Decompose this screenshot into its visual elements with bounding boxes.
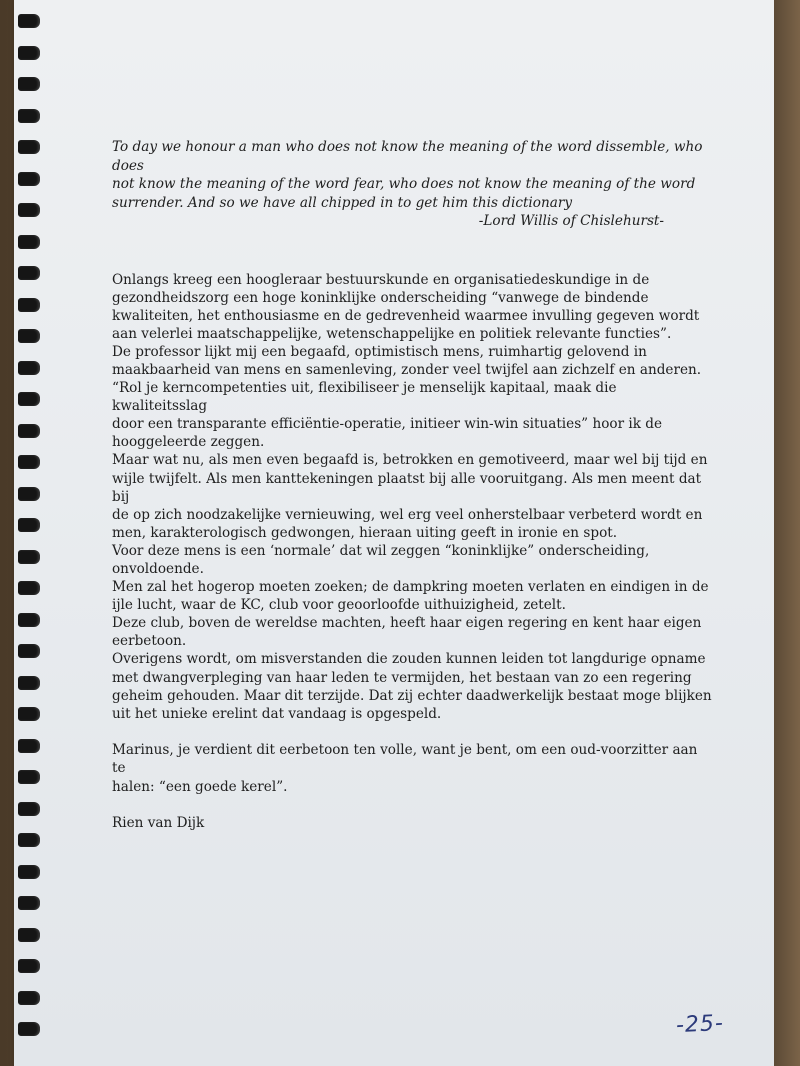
body-line: Maar wat nu, als men even begaafd is, betrokken en gemotiveerd, maar wel bij tijd en — [112, 452, 708, 469]
binding-ring — [18, 203, 40, 217]
closing-line: Marinus, je verdient dit eerbetoon ten volle, want je bent, om een oud-voorzitter aan te — [112, 741, 698, 777]
body-text — [112, 271, 712, 723]
binding-ring — [18, 581, 40, 595]
binding-ring — [18, 14, 40, 28]
binding-ring — [18, 140, 40, 154]
body-line: “Rol je kerncompetenties uit, flexibiliseer je menselijk kapitaal, maak die kwaliteitsslag — [112, 380, 617, 415]
body-line: uit het unieke erelint dat vandaag is opgespeld. — [112, 705, 442, 722]
binding-ring — [18, 739, 40, 753]
spiral-binding — [14, 0, 44, 1066]
binding-ring — [18, 707, 40, 721]
binding-ring — [18, 266, 40, 280]
binding-ring — [18, 865, 40, 879]
binding-ring — [18, 802, 40, 816]
binding-ring — [18, 361, 40, 375]
body-line: De professor lijkt mij een begaafd, optimistisch mens, ruimhartig gelovend in — [112, 343, 647, 360]
body-line: kwaliteiten, het enthousiasme en de gedrevenheid waarmee invulling gegeven wordt — [112, 307, 700, 324]
binding-ring — [18, 676, 40, 690]
binding-ring — [18, 770, 40, 784]
body-line: eerbetoon. — [112, 633, 187, 650]
body-line: geheim gehouden. Maar dit terzijde. Dat zij echter daadwerkelijk bestaat moge blijken — [112, 687, 712, 704]
quote-line: surrender. And so we have all chipped in to get him this dictionary — [112, 194, 573, 211]
epigraph-quote — [112, 138, 712, 212]
document-page — [14, 0, 774, 1066]
binding-ring — [18, 550, 40, 564]
binding-ring — [18, 329, 40, 343]
table-edge — [774, 0, 800, 1066]
binding-ring — [18, 613, 40, 627]
quote-line: To day we honour a man who does not know the meaning of the word dissemble, who does — [112, 139, 703, 174]
quote-line: not know the meaning of the word fear, who does not know the meaning of the word — [112, 176, 696, 192]
page-content — [112, 138, 712, 833]
body-line: maakbaarheid van mens en samenleving, zonder veel twijfel aan zichzelf en anderen. — [112, 361, 702, 378]
handwritten-page-number: -25- — [675, 1010, 725, 1039]
body-line: Overigens wordt, om misverstanden die zouden kunnen leiden tot langdurige opname — [112, 651, 706, 668]
body-line: aan velerlei maatschappelijke, wetenschappelijke en politiek relevante functies”. — [112, 325, 672, 342]
binding-ring — [18, 298, 40, 312]
body-line: Voor deze mens is een ‘normale’ dat wil zeggen “koninklijke” onderscheiding, — [112, 542, 650, 559]
binding-ring — [18, 46, 40, 60]
binding-ring — [18, 487, 40, 501]
binding-ring — [18, 991, 40, 1005]
binding-ring — [18, 896, 40, 910]
binding-ring — [18, 77, 40, 91]
body-line: wijle twijfelt. Als men kanttekeningen plaatst bij alle vooruitgang. Als men meent dat bij — [112, 470, 702, 505]
binding-ring — [18, 959, 40, 973]
signature-name: Rien van Dijk — [112, 815, 205, 832]
binding-ring — [18, 109, 40, 123]
binding-ring — [18, 644, 40, 658]
body-line: door een transparante efficiëntie-operatie, initieer win-win situaties” hoor ik de — [112, 416, 663, 433]
body-line: Men zal het hogerop moeten zoeken; de dampkring moeten verlaten en eindigen in de — [112, 579, 709, 596]
quote-attribution: -Lord Willis of Chislehurst- — [478, 213, 664, 229]
body-line: men, karakterologisch gedwongen, hieraan uiting geeft in ironie en spot. — [112, 524, 618, 541]
binding-ring — [18, 392, 40, 406]
body-line: onvoldoende. — [112, 561, 204, 577]
body-line: hooggeleerde zeggen. — [112, 434, 265, 451]
closing-paragraph — [112, 741, 712, 797]
binding-ring — [18, 424, 40, 438]
binding-ring — [18, 172, 40, 186]
binding-ring — [18, 928, 40, 942]
body-line: met dwangverpleging van haar leden te vermijden, het bestaan van zo een regering — [112, 669, 692, 686]
body-line: gezondheidszorg een hoge koninklijke onderscheiding “vanwege de bindende — [112, 289, 649, 306]
binding-ring — [18, 455, 40, 469]
binding-ring — [18, 518, 40, 532]
closing-line: halen: “een goede kerel”. — [112, 778, 288, 795]
binding-ring — [18, 833, 40, 847]
body-line: Onlangs kreeg een hoogleraar bestuurskunde en organisatiedeskundige in de — [112, 271, 650, 288]
binding-ring — [18, 235, 40, 249]
body-line: Deze club, boven de wereldse machten, heeft haar eigen regering en kent haar eigen — [112, 615, 702, 632]
body-line: de op zich noodzakelijke vernieuwing, wel erg veel onherstelbaar verbeterd wordt en — [112, 506, 703, 523]
body-line: ijle lucht, waar de KC, club voor geoorloofde uithuizigheid, zetelt. — [112, 597, 566, 614]
binding-ring — [18, 1022, 40, 1036]
